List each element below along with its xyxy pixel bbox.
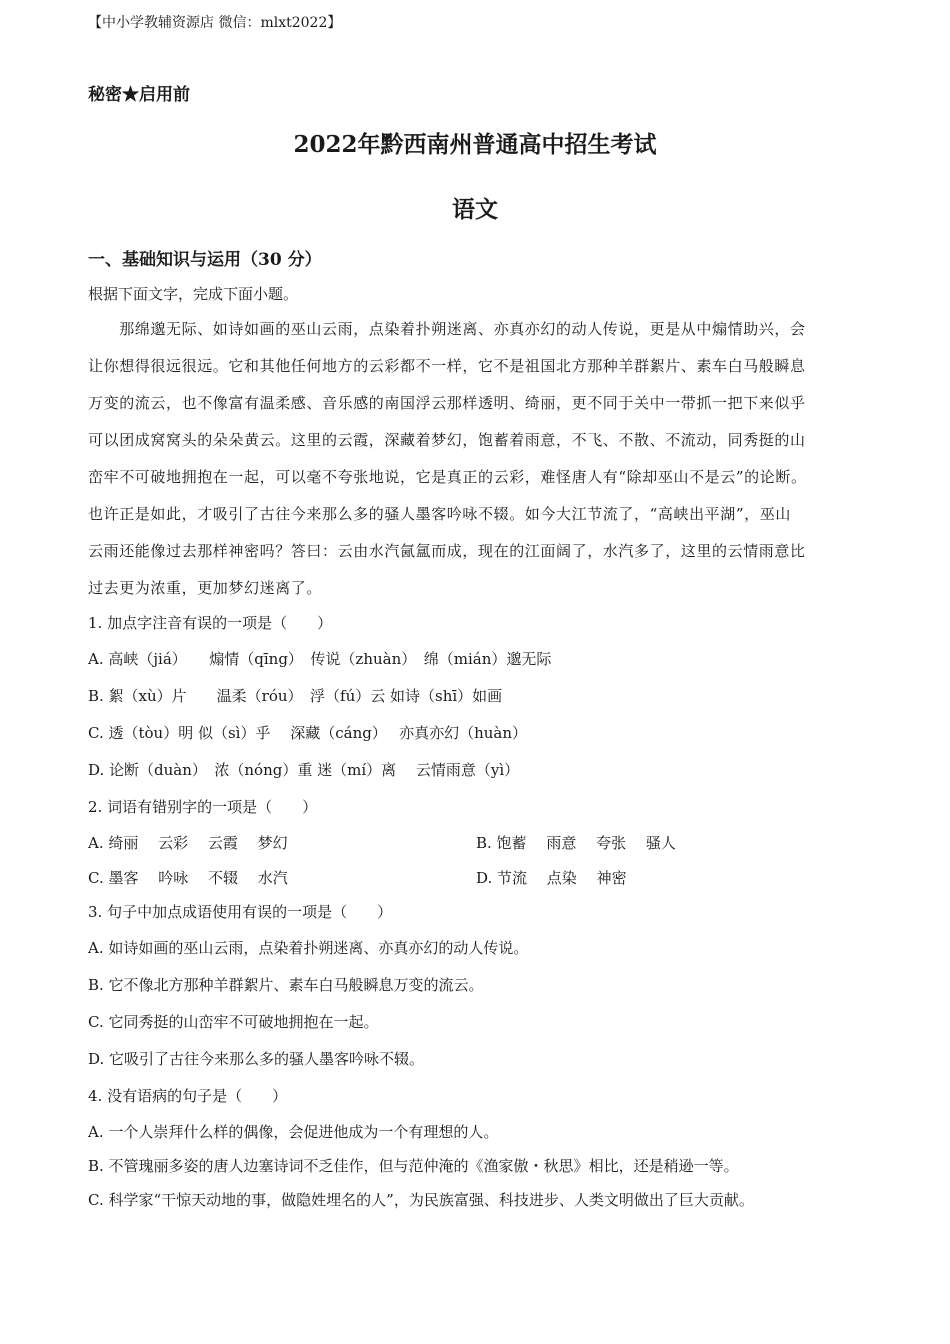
question-4-stem: 4. 没有语病的句子是（ ） <box>88 1087 288 1105</box>
passage-line: 那绵邈无际、如诗如画的巫山云雨，点染着扑朔迷离、亦真亦幻的动人传说，更是从中煽情助兴，会 <box>88 320 806 338</box>
section-heading: 一、基础知识与运用（30 分） <box>88 250 322 270</box>
subject-title: 语文 <box>452 196 498 223</box>
question-2-option-b: B. 饱蓄 雨意 夸张 骚人 <box>476 834 676 852</box>
passage-line: 峦牢不可破地拥抱在一起，可以毫不夸张地说，它是真正的云彩，难怪唐人有“除却巫山不是云”的论断。 <box>88 468 807 486</box>
question-1-option-d: D. 论断（duàn） 浓（nóng）重 迷（mí）离 云情雨意（yì） <box>88 761 520 779</box>
question-3-option-d: D. 它吸引了古往今来那么多的骚人墨客吟咏不辍。 <box>88 1050 425 1068</box>
passage-line: 让你想得很远很远。它和其他任何地方的云彩都不一样，它不是祖国北方那种羊群絮片、素车白马般瞬息 <box>88 357 806 375</box>
question-3-option-b: B. 它不像北方那种羊群絮片、素车白马般瞬息万变的流云。 <box>88 976 484 994</box>
question-1-option-b: B. 絮（xù）片 温柔（róu） 浮（fú）云 如诗（shī）如画 <box>88 687 503 705</box>
passage-line: 万变的流云，也不像富有温柔感、音乐感的南国浮云那样透明、绮丽，更不同于关中一带抓一把下来似乎 <box>88 394 806 412</box>
passage-line: 也许正是如此，才吸引了古往今来那么多的骚人墨客吟咏不辍。如今大江节流了，“高峡出平湖”，巫山 <box>88 505 791 523</box>
instruction-text: 根据下面文字，完成下面小题。 <box>88 285 299 303</box>
question-1-option-c: C. 透（tòu）明 似（sì）乎 深藏（cáng） 亦真亦幻（huàn） <box>88 724 528 742</box>
passage-line: 过去更为浓重，更加梦幻迷离了。 <box>88 579 323 597</box>
passage-line: 可以团成窝窝头的朵朵黄云。这里的云霞，深藏着梦幻，饱蓄着雨意，不飞、不散、不流动，同秀挺的山 <box>88 431 806 449</box>
question-1-option-a: A. 高峡（jiá） 煽情（qīng） 传说（zhuàn） 绵（mián）邈无际 <box>88 650 552 668</box>
header-note: 【中小学教辅资源店 微信：mlxt2022】 <box>88 15 342 31</box>
question-2-option-a: A. 绮丽 云彩 云霞 梦幻 <box>88 834 288 852</box>
question-4-option-c: C. 科学家“干惊天动地的事，做隐姓埋名的人”，为民族富强、科技进步、人类文明做出了巨大贡献。 <box>88 1191 754 1209</box>
question-3-option-c: C. 它同秀挺的山峦牢不可破地拥抱在一起。 <box>88 1013 379 1031</box>
question-2-option-c: C. 墨客 吟咏 不辍 水汽 <box>88 869 288 887</box>
question-3-stem: 3. 句子中加点成语使用有误的一项是（ ） <box>88 903 393 921</box>
question-2-stem: 2. 词语有错别字的一项是（ ） <box>88 798 318 816</box>
question-4-option-a: A. 一个人崇拜什么样的偶像，会促进他成为一个有理想的人。 <box>88 1123 499 1141</box>
question-2-option-d: D. 节流 点染 神密 <box>476 869 627 887</box>
secret-label: 秘密★启用前 <box>88 85 190 105</box>
exam-title: 2022年黔西南州普通高中招生考试 <box>293 131 657 158</box>
question-4-option-b: B. 不管瑰丽多姿的唐人边塞诗词不乏佳作，但与范仲淹的《渔家傲・秋思》相比，还是稍逊一等。 <box>88 1157 739 1175</box>
passage-line: 云雨还能像过去那样神密吗？答曰：云由水汽氤氲而成，现在的江面阔了，水汽多了，这里的云情雨意比 <box>88 542 806 560</box>
question-3-option-a: A. 如诗如画的巫山云雨，点染着扑朔迷离、亦真亦幻的动人传说。 <box>88 939 529 957</box>
question-1-stem: 1. 加点字注音有误的一项是（ ） <box>88 614 333 632</box>
